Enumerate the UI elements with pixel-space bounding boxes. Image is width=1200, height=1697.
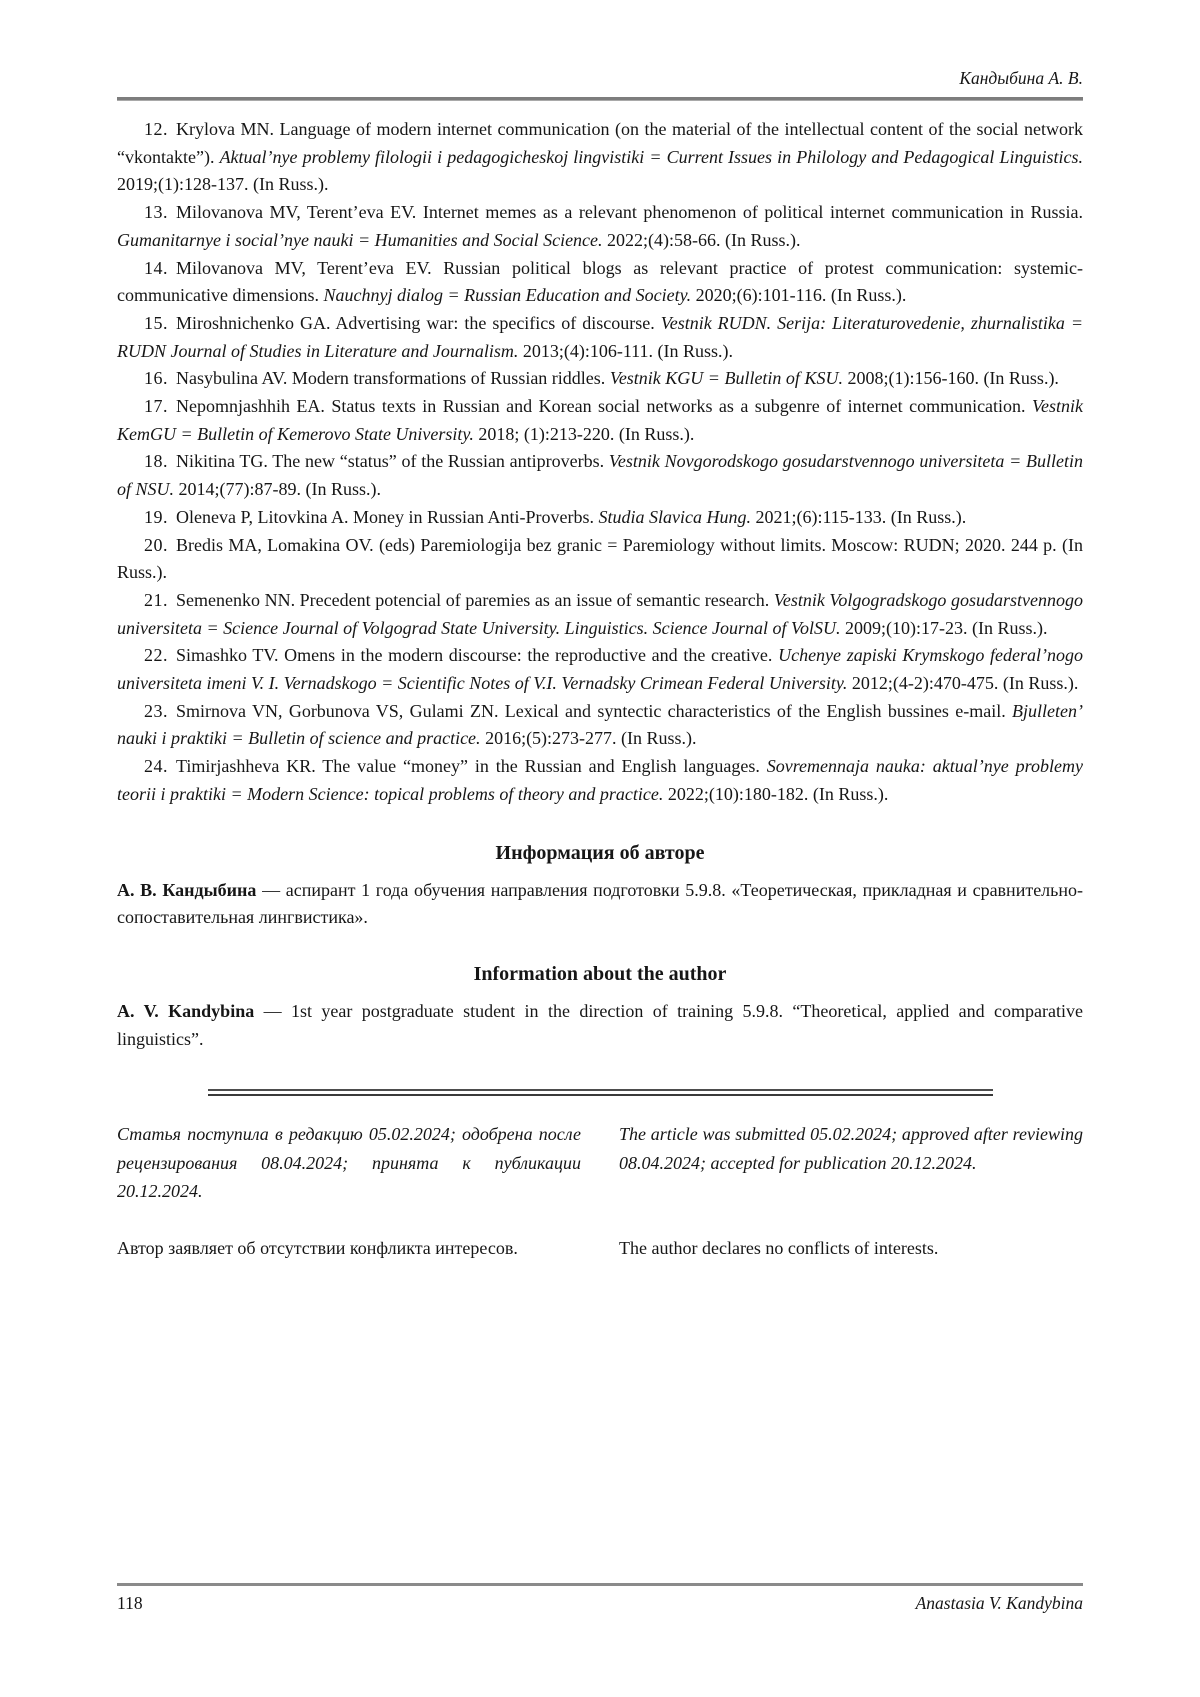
section-heading-author-info-en: Information about the author <box>473 962 727 985</box>
reference-text-segment: Smirnova VN, Gorbunova VS, Gulami ZN. Lexical and syntectic characteristics of the English bussines e-mail. <box>176 700 1013 721</box>
reference-text-segment: 2014;(77):87-89. (In Russ.). <box>174 479 381 500</box>
reference-item <box>117 504 1083 532</box>
reference-number: 15. <box>144 312 168 333</box>
reference-item <box>117 532 1083 587</box>
reference-text-segment: 2012;(4-2):470-475. (In Russ.). <box>847 673 1079 694</box>
reference-journal-title: Vestnik RUDN. Serija: Literaturovedenie, zhurnalistika = RUDN Journal of Studies in Literature and Journalism. <box>117 312 1084 361</box>
reference-text-segment: 2009;(10):17-23. (In Russ.). <box>840 617 1048 638</box>
reference-number: 22. <box>144 645 168 666</box>
reference-number: 18. <box>144 451 168 472</box>
reference-item <box>117 116 1083 199</box>
author-name-en: A. V. Kandybina <box>117 1000 255 1021</box>
reference-text-segment: Milovanova MV, Terent’eva EV. Internet memes as a relevant phenomenon of political internet communication in Russia. <box>176 202 1083 223</box>
reference-number: 24. <box>144 756 168 777</box>
reference-text-segment: Oleneva P, Litovkina A. Money in Russian Anti-Proverbs. <box>176 506 599 527</box>
author-description-en: — 1st year postgraduate student in the direction of training 5.9.8. “Theoretical, applied and comparative linguistics”. <box>117 1000 1083 1049</box>
reference-journal-title: Vestnik Volgogradskogo gosudarstvennogo universiteta = Science Journal of Volgograd State University. Linguistics. Science Journal of VolSU. <box>117 589 1083 638</box>
header-rule <box>117 97 1083 101</box>
footer-author: Anastasia V. Kandybina <box>915 1593 1083 1613</box>
reference-item <box>117 393 1083 448</box>
reference-number: 13. <box>144 202 168 223</box>
reference-text-segment: 2019;(1):128-137. (In Russ.). <box>117 174 329 195</box>
reference-journal-title: Vestnik KemGU = Bulletin of Kemerovo State University. <box>117 396 1083 444</box>
reference-text-segment: Bredis MA, Lomakina OV. (eds) Paremiologija bez granic = Paremiology without limits. Moscow: RUDN; 2020. 244 p. (In Russ.). <box>117 534 1083 583</box>
reference-journal-title: Uchenye zapiski Krymskogo federal’nogo universiteta imeni V. I. Vernadskogo = Scientific Notes of V.I. Vernadsky Crimean Federal University. <box>117 645 1083 694</box>
reference-text-segment: Simashko TV. Omens in the modern discourse: the reproductive and the creative. <box>176 645 779 666</box>
reference-journal-title: Vestnik KGU = Bulletin of KSU. <box>609 368 843 389</box>
reference-item <box>117 199 1083 254</box>
reference-item <box>117 448 1083 503</box>
reference-number: 12. <box>144 119 168 139</box>
reference-text-segment: 2022;(4):58-66. (In Russ.). <box>602 229 801 250</box>
submission-dates-ru: Статья поступила в редакцию 05.02.2024; одобрена после рецензирования 08.04.2024; принята к публикации 20.12.2024. <box>117 1124 581 1202</box>
reference-text-segment: 2020;(6):101-116. (In Russ.). <box>691 285 907 306</box>
reference-number: 16. <box>144 368 168 389</box>
reference-text-segment: Krylova MN. Language of modern internet communication (on the material of the intellectual content of the social network “vkontakte”). <box>117 119 1083 167</box>
reference-number: 21. <box>144 589 168 610</box>
reference-journal-title: Aktual’nye problemy filologii i pedagogicheskoj lingvistiki = Current Issues in Philology and Pedagogical Linguistics. <box>219 146 1084 167</box>
article-dates-section <box>117 1120 1083 1262</box>
author-name-ru: А. В. Кандыбина <box>117 879 257 900</box>
page-number: 118 <box>117 1593 143 1613</box>
submission-dates-en: The article was submitted 05.02.2024; approved after reviewing 08.04.2024; accepted for publication 20.12.2024. <box>619 1124 1083 1173</box>
reference-text-segment: Miroshnichenko GA. Advertising war: the specifics of discourse. <box>176 312 661 333</box>
reference-text-segment: Semenenko NN. Precedent potencial of paremies as an issue of semantic research. <box>176 589 774 610</box>
reference-text-segment: 2008;(1):156-160. (In Russ.). <box>842 368 1059 389</box>
reference-number: 14. <box>144 257 168 278</box>
reference-journal-title: Nauchnyj dialog = Russian Education and Society. <box>323 285 692 306</box>
running-head: Кандыбина А. В. <box>959 68 1083 88</box>
section-heading-author-info-ru: Информация об авторе <box>495 841 705 864</box>
conflict-statement-ru: Автор заявляет об отсутствии конфликта интересов. <box>117 1237 518 1258</box>
reference-text-segment: Nepomnjashhih EA. Status texts in Russian and Korean social networks as a subgenre of internet communication. <box>176 396 1032 417</box>
reference-journal-title: Bjulleten’ nauki i praktiki = Bulletin of science and practice. <box>117 700 1083 749</box>
reference-text-segment: 2018; (1):213-220. (In Russ.). <box>473 423 695 444</box>
reference-number: 19. <box>144 506 168 527</box>
author-info-ru <box>117 877 1083 932</box>
reference-number: 20. <box>144 534 168 555</box>
reference-journal-title: Sovremennaja nauka: aktual’nye problemy teorii i praktiki = Modern Science: topical problems of theory and practice. <box>117 756 1083 804</box>
reference-text-segment: 2021;(6):115-133. (In Russ.). <box>750 506 967 527</box>
author-description-ru: — аспирант 1 года обучения направления подготовки 5.9.8. «Теоретическая, прикладная и сравнительно-сопоставительная лингвистика». <box>117 879 1083 928</box>
reference-journal-title: Studia Slavica Hung. <box>598 506 751 527</box>
reference-number: 17. <box>144 396 168 417</box>
reference-item <box>117 753 1083 808</box>
page-footer <box>117 1583 1083 1614</box>
reference-text-segment: 2022;(10):180-182. (In Russ.). <box>663 783 889 804</box>
reference-journal-title: Vestnik Novgorodskogo gosudarstvennogo universiteta = Bulletin of NSU. <box>117 451 1083 500</box>
reference-number: 23. <box>144 700 168 721</box>
reference-item <box>117 698 1083 753</box>
reference-text-segment: Nasybulina AV. Modern transformations of Russian riddles. <box>176 368 610 389</box>
reference-item <box>117 642 1083 697</box>
references-list <box>117 116 1083 809</box>
reference-text-segment: 2016;(5):273-277. (In Russ.). <box>480 728 697 749</box>
double-rule-separator <box>208 1089 993 1096</box>
author-info-en <box>117 998 1083 1053</box>
reference-text-segment: Timirjashheva KR. The value “money” in the Russian and English languages. <box>176 756 767 777</box>
reference-text-segment: Nikitina TG. The new “status” of the Russian antiproverbs. <box>176 451 609 472</box>
conflict-statement-en: The author declares no conflicts of interests. <box>619 1237 939 1258</box>
footer-rule <box>117 1583 1083 1586</box>
reference-text-segment: 2013;(4):106-111. (In Russ.). <box>518 340 733 361</box>
reference-item <box>117 587 1083 642</box>
reference-item <box>117 365 1083 393</box>
reference-text-segment: Milovanova MV, Terent’eva EV. Russian political blogs as relevant practice of protest communication: systemic-communicative dimensions. <box>117 257 1083 306</box>
reference-item <box>117 310 1083 365</box>
reference-journal-title: Gumanitarnye i social’nye nauki = Humanities and Social Science. <box>117 229 603 250</box>
reference-item <box>117 255 1083 310</box>
